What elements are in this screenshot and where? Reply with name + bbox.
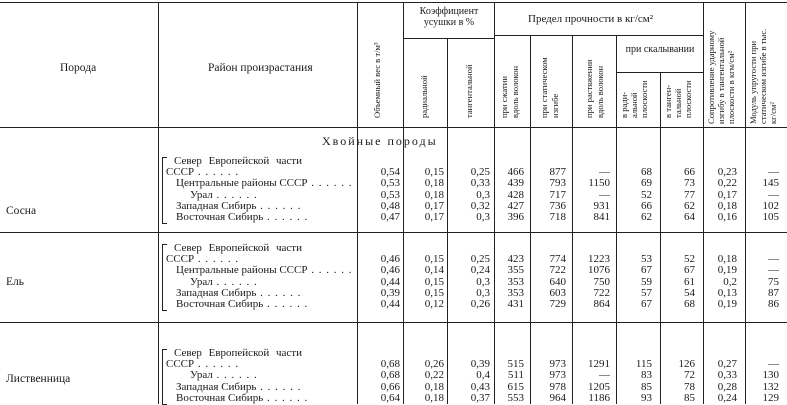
table-cell-shear-tan: 77 — [684, 188, 695, 201]
header-impact-l1: Сопротивление ударному — [706, 30, 716, 124]
region-name: Западная Сибирь . . . — [176, 381, 301, 394]
table-cell-shear-rad: 115 — [635, 358, 652, 371]
table-cell-shear-rad: 85 — [641, 380, 652, 393]
header-shear-rad-l3: плоскости — [639, 80, 649, 118]
header-tension-l2: вдоль волокон — [595, 65, 605, 118]
table-cell-tension: 1205 — [588, 380, 610, 393]
table-cell-bend: 964 — [549, 391, 566, 404]
table-cell-bend: 877 — [549, 166, 566, 179]
header-density: Объемный вес в т/м³ — [372, 42, 382, 118]
table-cell-density: 0,48 — [380, 199, 400, 212]
table-cell-tangential: 0,3 — [476, 286, 490, 299]
table-cell-modulus: — — [768, 188, 779, 201]
breed-label: Ель — [6, 276, 25, 288]
group-divider-1 — [0, 232, 787, 233]
table-cell-tension: 931 — [593, 199, 610, 212]
table-cell-compress: 355 — [507, 264, 524, 277]
header-breed: Порода — [60, 62, 97, 74]
table-cell-bend: 793 — [549, 177, 566, 190]
region-name: Западная Сибирь . . . — [176, 287, 301, 300]
table-cell-bend: 973 — [549, 369, 566, 382]
col-divider-bend — [572, 35, 573, 404]
table-cell-modulus: 132 — [762, 380, 779, 393]
table-cell-tangential: 0,33 — [470, 177, 490, 190]
table-cell-tension: 1076 — [588, 264, 610, 277]
table-cell-shear-tan: 67 — [684, 264, 695, 277]
region-name: Западная Сибирь . . . — [176, 200, 301, 213]
table-cell-modulus: 75 — [768, 275, 779, 288]
table-cell-tension: 1291 — [588, 358, 610, 371]
table-cell-radial: 0,26 — [424, 358, 444, 371]
col-divider-density — [403, 2, 404, 404]
table-cell-compress: 431 — [507, 298, 524, 310]
table-cell-tension: 750 — [593, 275, 610, 288]
table-cell-impact: 0,19 — [717, 298, 737, 310]
table-cell-tension: 841 — [593, 211, 610, 223]
header-modulus-l2: статическом изгибе в тыс. — [758, 28, 768, 124]
header-impact-l2: изгибу в тангентальной — [716, 37, 726, 124]
table-cell-impact: 0,16 — [717, 211, 737, 223]
table-cell-density: 0,44 — [380, 275, 400, 288]
header-region: Район произрастания — [208, 62, 313, 74]
table-cell-radial: 0,17 — [424, 199, 444, 212]
header-modulus-l1: Модуль упругости при — [748, 40, 758, 124]
table-cell-shear-tan: 62 — [684, 199, 695, 212]
table-cell-modulus: 130 — [762, 369, 779, 382]
table-cell-impact: 0,17 — [717, 188, 737, 201]
table-cell-compress: 466 — [507, 166, 524, 179]
header-bend-l2: изгибе — [550, 93, 560, 118]
table-cell-bend: 736 — [549, 199, 566, 212]
region-name-cont: СССР . . . — [166, 358, 239, 371]
table-cell-shear-rad: 69 — [641, 177, 652, 190]
header-radial: радиальной — [419, 75, 429, 118]
table-cell-shear-rad: 67 — [641, 264, 652, 277]
table-cell-impact: 0,2 — [723, 275, 737, 288]
header-shear-group — [618, 44, 702, 55]
region-name-cont: СССР . . . — [166, 166, 239, 179]
header-compress-l1: при сжатии — [499, 76, 509, 118]
table-cell-tension: 864 — [593, 298, 610, 310]
table-cell-density: 0,64 — [380, 391, 400, 404]
table-cell-compress: 353 — [507, 286, 524, 299]
table-cell-shear-tan: 64 — [684, 211, 695, 223]
table-cell-radial: 0,15 — [424, 253, 444, 266]
header-bend-l1: при статическом — [539, 57, 549, 118]
region-name: Урал . . . — [190, 189, 258, 202]
breed-label: Сосна — [6, 205, 37, 217]
header-shear-tan-l1: в танген- — [663, 84, 673, 118]
table-cell-shear-tan: 52 — [684, 253, 695, 266]
table-cell-compress: 396 — [507, 211, 524, 223]
header-bottom-border — [0, 127, 787, 128]
table-cell-compress: 553 — [507, 391, 524, 404]
table-cell-impact: 0,28 — [717, 380, 737, 393]
col-divider-breed — [158, 2, 159, 404]
table-cell-shear-tan: 126 — [678, 358, 695, 371]
table-cell-impact: 0,19 — [717, 264, 737, 277]
table-cell-tangential: 0,32 — [470, 199, 490, 212]
table-cell-tangential: 0,3 — [476, 275, 490, 288]
header-shear-tan-l3: плоскости — [683, 80, 693, 118]
table-cell-shear-rad: 52 — [641, 188, 652, 201]
table-cell-density: 0,68 — [380, 358, 400, 371]
table-cell-shear-tan: 72 — [684, 369, 695, 382]
table-cell-bend: 978 — [549, 380, 566, 393]
region-name: Север Европейской части — [174, 155, 302, 167]
region-name: Восточная Сибирь . . . — [176, 298, 308, 311]
table-cell-tension: 1186 — [588, 391, 610, 404]
table-cell-modulus: 145 — [762, 177, 779, 190]
header-top-border — [0, 2, 787, 3]
table-cell-tangential: 0,39 — [470, 358, 490, 371]
table-cell-density: 0,53 — [380, 177, 400, 190]
table-cell-modulus: 105 — [762, 211, 779, 223]
table-cell-radial: 0,18 — [424, 177, 444, 190]
table-cell-tension: — — [599, 166, 610, 179]
header-compress-l2: вдоль волокон — [510, 65, 520, 118]
table-cell-radial: 0,15 — [424, 275, 444, 288]
col-divider-region — [357, 2, 358, 404]
header-tangential: тангентальной — [464, 64, 474, 118]
table-cell-density: 0,54 — [380, 166, 400, 179]
table-cell-impact: 0,27 — [717, 358, 737, 371]
col-divider-impact — [745, 2, 746, 404]
table-cell-impact: 0,18 — [717, 253, 737, 266]
table-cell-density: 0,39 — [380, 286, 400, 299]
table-cell-shear-rad: 93 — [641, 391, 652, 404]
table-cell-radial: 0,15 — [424, 166, 444, 179]
table-cell-shear-rad: 57 — [641, 286, 652, 299]
table-cell-radial: 0,18 — [424, 391, 444, 404]
table-cell-shear-tan: 54 — [684, 286, 695, 299]
table-cell-shear-rad: 53 — [641, 253, 652, 266]
table-cell-bend: 718 — [549, 211, 566, 223]
table-cell-impact: 0,23 — [717, 166, 737, 179]
table-cell-impact: 0,13 — [717, 286, 737, 299]
table-cell-tension: 722 — [593, 286, 610, 299]
table-cell-compress: 615 — [507, 380, 524, 393]
table-cell-bend: 774 — [549, 253, 566, 266]
header-tension-l1: при растяжении — [584, 59, 594, 118]
section-title: Хвойные породы — [322, 134, 438, 148]
table-cell-shear-rad: 67 — [641, 298, 652, 310]
header-modulus-l3: кг/см² — [768, 102, 778, 124]
region-name: Центральные районы СССР . . . — [176, 264, 352, 277]
table-cell-compress: 439 — [507, 177, 524, 190]
table-cell-tangential: 0,37 — [470, 391, 490, 404]
breed-label: Лиственница — [6, 373, 71, 385]
table-cell-density: 0,47 — [380, 211, 400, 223]
table-cell-shear-rad: 62 — [641, 211, 652, 223]
col-divider-strength-end — [703, 2, 704, 404]
group-divider-2 — [0, 322, 787, 323]
table-cell-compress: 427 — [507, 199, 524, 212]
table-cell-radial: 0,22 — [424, 369, 444, 382]
table-cell-radial: 0,18 — [424, 380, 444, 393]
table-cell-compress: 515 — [507, 358, 524, 371]
region-name: Урал . . . — [190, 369, 258, 382]
table-cell-radial: 0,15 — [424, 286, 444, 299]
table-cell-density: 0,53 — [380, 188, 400, 201]
table-cell-tangential: 0,4 — [476, 369, 490, 382]
table-cell-modulus: 86 — [768, 298, 779, 310]
header-shear-rad-l1: в ради- — [619, 91, 629, 118]
shear-group-label: при скалывании — [625, 44, 695, 55]
table-cell-radial: 0,14 — [424, 264, 444, 277]
table-cell-shear-tan: 61 — [684, 275, 695, 288]
table-cell-density: 0,66 — [380, 380, 400, 393]
table-cell-bend: 603 — [549, 286, 566, 299]
table-cell-tension: — — [599, 369, 610, 382]
table-cell-modulus: 87 — [768, 286, 779, 299]
table-cell-compress: 353 — [507, 275, 524, 288]
table-cell-modulus: — — [768, 358, 779, 371]
table-cell-modulus: 129 — [762, 391, 779, 404]
table-cell-modulus: — — [768, 264, 779, 277]
table-cell-shear-rad: 68 — [641, 166, 652, 179]
region-name: Север Европейской части — [174, 242, 302, 254]
table-cell-bend: 640 — [549, 275, 566, 288]
table-cell-tangential: 0,26 — [470, 298, 490, 310]
table-cell-tangential: 0,3 — [476, 188, 490, 201]
table-cell-tension: 1223 — [588, 253, 610, 266]
table-cell-shear-tan: 66 — [684, 166, 695, 179]
table-cell-compress: 428 — [507, 188, 524, 201]
table-cell-impact: 0,18 — [717, 199, 737, 212]
strength-group-underline — [494, 35, 703, 36]
table-cell-modulus: — — [768, 253, 779, 266]
table-cell-tangential: 0,25 — [470, 253, 490, 266]
table-cell-shear-rad: 66 — [641, 199, 652, 212]
table-cell-shear-rad: 83 — [641, 369, 652, 382]
col-divider-shear-rad — [660, 72, 661, 404]
table-cell-density: 0,68 — [380, 369, 400, 382]
table-cell-radial: 0,12 — [424, 298, 444, 310]
table-cell-density: 0,46 — [380, 264, 400, 277]
table-cell-shear-tan: 78 — [684, 380, 695, 393]
table-cell-bend: 973 — [549, 358, 566, 371]
table-cell-radial: 0,18 — [424, 188, 444, 201]
table-cell-bend: 722 — [549, 264, 566, 277]
table-cell-tangential: 0,3 — [476, 211, 490, 223]
region-name: Урал . . . — [190, 276, 258, 289]
region-name: Север Европейской части — [174, 347, 302, 359]
header-shrink-group — [406, 6, 492, 28]
table-cell-shear-tan: 68 — [684, 298, 695, 310]
shrink-group-underline — [403, 38, 494, 39]
table-cell-modulus: 102 — [762, 199, 779, 212]
header-strength-group: Предел прочности в кг/см² — [528, 13, 654, 25]
header-impact-l3: плоскости в кгм/см² — [726, 50, 736, 124]
header-shear-tan-l2: тальной — [673, 88, 683, 118]
table-cell-radial: 0,17 — [424, 211, 444, 223]
col-divider-shrink-end — [494, 2, 495, 404]
table-cell-bend: 717 — [549, 188, 566, 201]
region-name-cont: СССР . . . — [166, 253, 239, 266]
table-cell-tangential: 0,24 — [470, 264, 490, 277]
region-name: Восточная Сибирь . . . — [176, 392, 308, 405]
region-name: Восточная Сибирь . . . — [176, 211, 308, 224]
table-cell-impact: 0,33 — [717, 369, 737, 382]
table-cell-shear-tan: 73 — [684, 177, 695, 190]
col-divider-tension — [616, 35, 617, 404]
shrink-group-label: Коэффициент усушки в % — [419, 6, 479, 28]
table-cell-impact: 0,22 — [717, 177, 737, 190]
col-divider-radial — [447, 38, 448, 404]
table-cell-density: 0,46 — [380, 253, 400, 266]
table-cell-density: 0,44 — [380, 298, 400, 310]
table-cell-compress: 423 — [507, 253, 524, 266]
table-cell-compress: 511 — [507, 369, 524, 382]
table-cell-tension: 1150 — [588, 177, 610, 190]
table-cell-tangential: 0,25 — [470, 166, 490, 179]
table-cell-modulus: — — [768, 166, 779, 179]
table-cell-impact: 0,24 — [717, 391, 737, 404]
table-cell-shear-tan: 85 — [684, 391, 695, 404]
table-cell-tangential: 0,43 — [470, 380, 490, 393]
table-cell-shear-rad: 59 — [641, 275, 652, 288]
region-name: Центральные районы СССР . . . — [176, 177, 352, 190]
table-cell-bend: 729 — [549, 298, 566, 310]
table-cell-tension: — — [599, 188, 610, 201]
header-shear-rad-l2: альной — [629, 92, 639, 118]
col-divider-compress — [530, 35, 531, 404]
